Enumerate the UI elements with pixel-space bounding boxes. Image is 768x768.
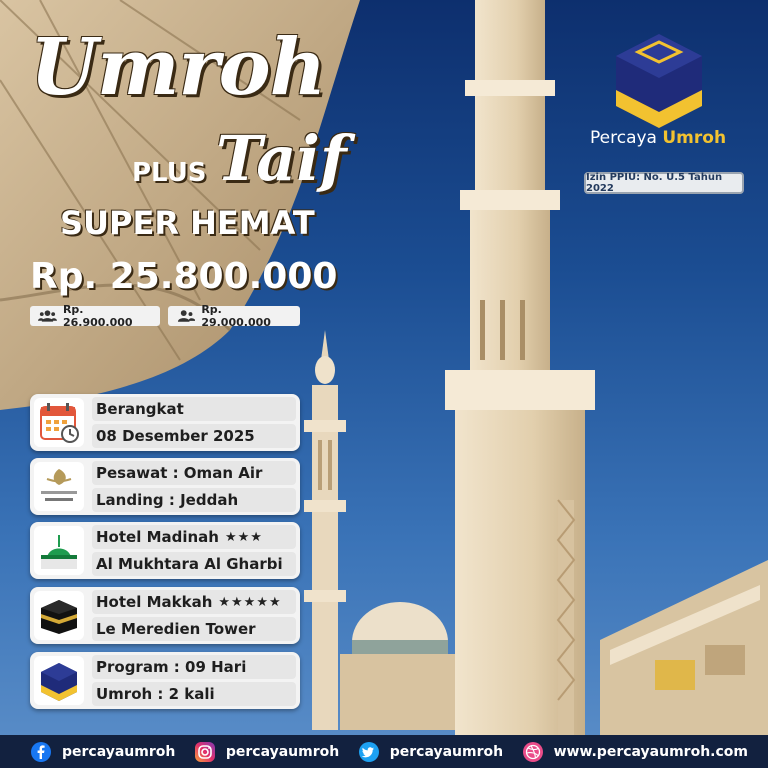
twitter-link[interactable] [358,741,503,763]
facebook-icon [30,741,52,763]
twitter-icon [358,741,380,763]
brand-logo-icon [37,659,81,703]
title-plus: PLUS [132,158,207,188]
airline-label: Pesawat : Oman Air [92,461,296,485]
makkah-rating-stars: ★★★★★ [218,594,282,610]
license-badge: Izin PPIU: No. U.5 Tahun 2022 [584,172,744,194]
instagram-handle: percayaumroh [225,743,340,760]
madinah-hotel-card [30,522,300,579]
flight-card [30,458,300,515]
brand-name-part1: Percaya [590,128,657,148]
madinah-hotel-name: Al Mukhtara Al Gharbi [92,552,296,576]
oman-air-logo [37,465,81,509]
triple-room-price [30,303,160,329]
double-price-label: Rp. 29.000.000 [201,303,271,329]
makkah-hotel-card [30,587,300,644]
facebook-handle: percayaumroh [62,743,176,760]
madinah-rating-stars: ★★★ [224,529,263,545]
brand-name-part2: Umroh [662,128,727,148]
mosque-building-image [600,560,768,740]
dribbble-icon [522,741,544,763]
departure-date: 08 Desember 2025 [92,424,296,448]
green-dome-icon [37,529,81,573]
title-super-hemat: SUPER HEMAT [60,204,315,242]
facebook-link[interactable] [30,741,175,763]
makkah-hotel-title: Hotel Makkah [96,593,213,611]
calendar-icon [37,401,81,445]
double-room-price [168,303,300,329]
title-taif: Taif [216,122,347,195]
two-people-icon [176,309,195,323]
group-people-icon [38,309,57,323]
instagram-link[interactable] [194,741,339,763]
triple-price-label: Rp. 26.900.000 [62,303,133,329]
brand-name [590,128,726,148]
umroh-count: Umroh : 2 kali [92,682,296,706]
title-umroh: Umroh [30,22,326,113]
makkah-hotel-name: Le Meredien Tower [92,617,296,641]
makkah-hotel-label [92,590,296,614]
website-link[interactable] [522,741,748,763]
madinah-hotel-label [92,525,296,549]
departure-label: Berangkat [92,397,296,421]
program-card [30,652,300,709]
social-footer [0,735,768,768]
website-url: www.percayaumroh.com [553,743,748,760]
percaya-umroh-logo [612,30,706,130]
twitter-handle: percayaumroh [389,743,504,760]
main-price: Rp. 25.800.000 [30,256,338,297]
landing-label: Landing : Jeddah [92,488,296,512]
madinah-hotel-title: Hotel Madinah [96,528,219,546]
instagram-icon [194,741,216,763]
kaaba-icon [37,594,81,638]
program-duration: Program : 09 Hari [92,655,296,679]
departure-card [30,394,300,451]
